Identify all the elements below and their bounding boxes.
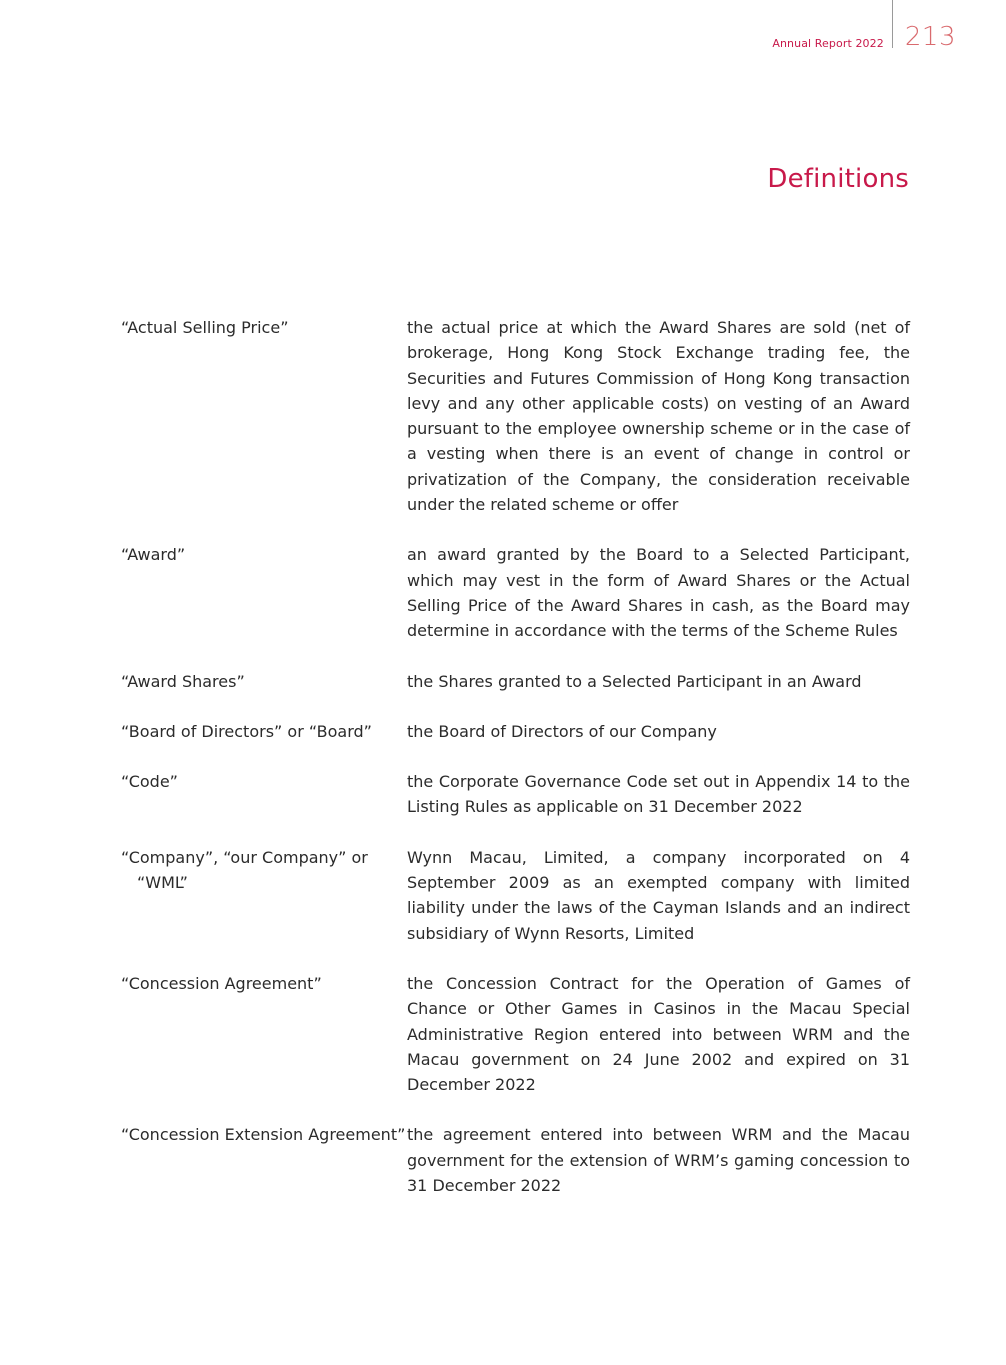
- definition-row: [121, 542, 910, 643]
- definition-row: [121, 769, 910, 820]
- definition-row: [121, 971, 910, 1097]
- page-number: 213: [904, 22, 956, 52]
- definition-description: the Corporate Governance Code set out in Appendix 14 to the Listing Rules as applicable on 31 December 2022: [407, 772, 910, 817]
- definition-description: the agreement entered into between WRM and the Macau government for the extension of WRM’s gaming concession to 31 December 2022: [407, 1125, 910, 1196]
- definition-row: [121, 669, 910, 694]
- report-title: Annual Report 2022: [772, 37, 884, 50]
- definition-term: “Board of Directors” or “Board”: [121, 721, 372, 741]
- definition-term: “Award”: [121, 545, 186, 565]
- definition-row: [121, 719, 910, 744]
- definition-description: Wynn Macau, Limited, a company incorporated on 4 September 2009 as an exempted company with limited liability under the laws of the Cayman Islands and an indirect subsidiary of Wynn Resorts, Limited: [407, 847, 910, 943]
- definition-term: “Code”: [121, 772, 178, 792]
- definition-row: [121, 315, 910, 517]
- definition-description: the Shares granted to a Selected Participant in an Award: [407, 671, 862, 691]
- definition-term: “Concession Extension Agreement”: [121, 1125, 406, 1145]
- definition-description: the Board of Directors of our Company: [407, 721, 717, 741]
- definition-term: “Company”, “our Company” or “WML”: [121, 847, 368, 893]
- header-divider: [892, 0, 893, 48]
- definition-term: “Award Shares”: [121, 671, 245, 691]
- page-title: Definitions: [767, 164, 909, 194]
- definition-term: “Concession Agreement”: [121, 973, 322, 993]
- definition-description: the actual price at which the Award Shares are sold (net of brokerage, Hong Kong Stock Exchange trading fee, the Securities and Futures Commission of Hong Kong transaction levy and any other applicable costs) on vesting of an Award pursuant to the employee ownership scheme or in the case of a vesting when there is an event of change in control or privatization of the Company, the consideration receivable under the related scheme or offer: [407, 318, 910, 515]
- page-header: [772, 0, 956, 60]
- definition-row: [121, 1122, 910, 1198]
- definition-description: an award granted by the Board to a Selected Participant, which may vest in the form of Award Shares or the Actual Selling Price of the Award Shares in cash, as the Board may determine in accordance with the terms of the Scheme Rules: [407, 545, 910, 641]
- definition-description: the Concession Contract for the Operation of Games of Chance or Other Games in Casinos in the Macau Special Administrative Region entered into between WRM and the Macau government on 24 June 2002 and expired on 31 December 2022: [407, 973, 910, 1095]
- definitions-list: [121, 315, 910, 1223]
- definition-term: “Actual Selling Price”: [121, 318, 289, 337]
- definition-row: [121, 845, 910, 946]
